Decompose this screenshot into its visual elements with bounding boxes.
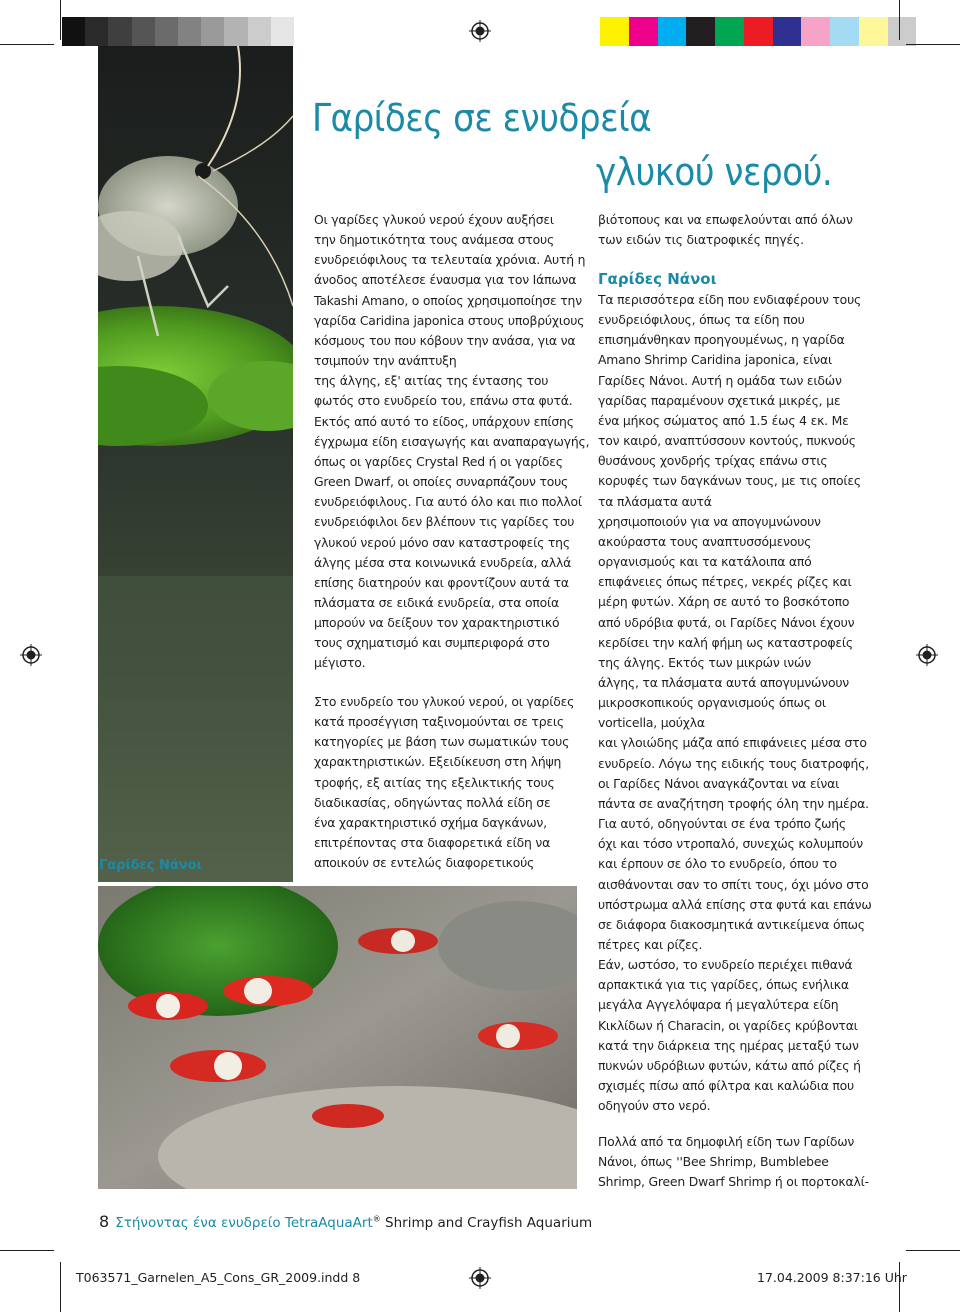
- crop-mark: [0, 1250, 54, 1251]
- color-swatch: [600, 17, 629, 46]
- section-heading: Γαρίδες Νάνοι: [598, 270, 717, 288]
- color-swatch: [916, 17, 945, 46]
- registration-mark-icon: [916, 644, 938, 666]
- grey-step-swatch: [248, 17, 271, 46]
- footer-product: Shrimp and Crayfish Aquarium: [380, 1215, 593, 1231]
- right-column-intro: βιότοπους και να επωφελούνται από όλων των ειδών τις διατροφικές πηγές.: [598, 212, 853, 248]
- color-swatch: [888, 17, 917, 46]
- crop-mark: [906, 44, 960, 45]
- registered-mark: ®: [372, 1214, 381, 1224]
- crop-mark: [60, 0, 61, 40]
- crop-mark: [60, 1262, 61, 1312]
- registration-mark-icon: [469, 1267, 491, 1289]
- slug-filename: T063571_Garnelen_A5_Cons_GR_2009.indd 8: [76, 1270, 361, 1285]
- page-title-line-1: Γαρίδες σε ενυδρεία: [312, 96, 652, 140]
- photo-caption: Γαρίδες Νάνοι: [99, 858, 202, 873]
- crop-mark: [906, 1250, 960, 1251]
- grey-step-swatch: [85, 17, 108, 46]
- color-control-bar: [600, 17, 945, 46]
- right-column-closing: Πολλά από τα δημοφιλή είδη των Γαρίδων Νάνοι, όπως ''Bee Shrimp, Bumblebee Shrimp, Green Dwarf Shrimp ή οι πορτοκαλί-: [598, 1134, 869, 1190]
- slug-datetime: 17.04.2009 8:37:16 Uhr: [757, 1270, 907, 1285]
- color-swatch: [744, 17, 773, 46]
- color-swatch: [801, 17, 830, 46]
- grey-step-swatch: [201, 17, 224, 46]
- registration-mark-icon: [20, 644, 42, 666]
- page-footer: [99, 1212, 592, 1231]
- left-column-paragraph-2: Στο ενυδρείο του γλυκού νερού, οι γαρίδες κατά προσέγγιση ταξινομούνται σε τρεις κατηγορίες με βάση των σωματικών τους χαρακτηριστικών. Εξειδίκευση στη λήψη τροφής, εξ αιτίας της εξελικτικής τους διαδικασίας, οδηγώντας πολλά είδη σε ένα χαρακτηριστικό σχήμα δαγκάνων, επιτρέποντας στα διαφορετικά είδη να αποικούν σε εντελώς διαφορετικούς: [314, 694, 575, 871]
- color-swatch: [859, 17, 888, 46]
- grey-step-bar: [62, 17, 294, 46]
- grey-step-swatch: [178, 17, 201, 46]
- color-swatch: [658, 17, 687, 46]
- grey-step-swatch: [224, 17, 247, 46]
- amano-shrimp-photo: [98, 46, 293, 882]
- left-column-paragraph-1: Οι γαρίδες γλυκού νερού έχουν αυξήσει την δημοτικότητα τους ανάμεσα στους ενυδρειόφιλους τα τελευταία χρόνια. Αυτή η άνοδος αποτέλεσε έναυσμα για τον Ιάπωνα Takashi Amano, ο οποίος χρησιμοποίησε την γαρίδα Caridina japonica στους υποβρύχιους κόσμους του που κόβουν την ανάσα, για να τσιμπούν την ανάπτυξη της άλγης, εξ' αιτίας της έντασης του φωτός στο ενυδρείο του, επάνω στα φυτά. Εκτός από αυτό το είδος, υπάρχουν επίσης έγχρωμα είδη εισαγωγής και αναπαραγωγής, όπως οι γαρίδες Crystal Red ή οι γαρίδες Green Dwarf, οι οποίες συναρπάζουν τους ενυδρειόφιλους. Για αυτό όλο και πιο πολλοί ενυδρειόφιλοι δεν βλέπουν τις γαρίδες του γλυκού νερού μόνο σαν καταστροφείς της άλγης μέσα στα κοινωνικά ενυδρεία, αλλά επίσης διατηρούν και φροντίζουν αυτά τα πλάσματα σε ειδικά ενυδρεία, στα οποία μπορούν να δείξουν τον χαρακτηριστικό τους σχηματισμό και συμπεριφορά στο μέγιστο.: [314, 212, 590, 671]
- crystal-red-shrimp-photo: [98, 886, 577, 1189]
- grey-step-swatch: [108, 17, 131, 46]
- grey-step-swatch: [155, 17, 178, 46]
- footer-text: Στήνοντας ένα ενυδρείο TetraAquaArt: [115, 1215, 373, 1231]
- crop-mark: [899, 0, 900, 40]
- page-title-line-2: γλυκού νερού.: [596, 150, 833, 194]
- color-swatch: [830, 17, 859, 46]
- color-swatch: [629, 17, 658, 46]
- grey-step-swatch: [271, 17, 294, 46]
- page-number: 8: [99, 1212, 110, 1231]
- color-swatch: [715, 17, 744, 46]
- crop-mark: [0, 44, 54, 45]
- color-swatch: [773, 17, 802, 46]
- grey-step-swatch: [62, 17, 85, 46]
- color-swatch: [686, 17, 715, 46]
- registration-mark-icon: [469, 20, 491, 42]
- grey-step-swatch: [132, 17, 155, 46]
- right-column-body: Τα περισσότερα είδη που ενδιαφέρουν τους ενυδρειόφιλους, όπως τα είδη που επισημάνθηκαν προηγουμένως, η γαρίδα Amano Shrimp Caridina japonica, είναι Γαρίδες Νάνοι. Αυτή η ομάδα των ειδών γαρίδας παραμένουν σχετικά μικρές, με ένα μήκος σώματος από 1.5 έως 4 εκ. Με τον καιρό, αναπτύσσουν κοντούς, πυκνούς θυσάνους χονδρής τρίχας επάνω στις κορυφές των δαγκάνων τους, με τις οποίες τα πλάσματα αυτά χρησιμοποιούν για να απογυμνώνουν ακούραστα τους αναπτυσσόμενους οργανισμούς και τα κατάλοιπα από επιφάνειες όπως πέτρες, νεκρές ρίζες και μέρη φυτών. Χάρη σε αυτό το βοσκότοπο από υδρόβια φυτά, οι Γαρίδες Νάνοι έχουν κερδίσει την καλή φήμη ως καταστροφείς της άλγης. Εκτός των μικρών ινών άλγης, τα πλάσματα αυτά απογυμνώνουν μικροσκοπικούς οργανισμούς όπως οι vorticella, μούχλα και γλοιώδης μάζα από επιφάνειες μέσα στο ενυδρείο. Λόγω της ειδικής τους διατροφής, οι Γαρίδες Νάνοι αναγκάζονται να είναι πάντα σε αναζήτηση τροφής όλη την ημέρα. Για αυτό, οδηγούνται σε ένα τρόπο ζωής όχι και τόσο ντροπαλό, συνεχώς κολυμπούν και έρπουν σε όλο το ενυδρείο, όπου το αισθάνονται σαν το σπίτι τους, όχι μόνο στο υπόστρωμα αλλά επίσης στα φυτά και επάνω σε διάφορα διακοσμητικά αντικείμενα όπως πέτρες και ρίζες. Εάν, ωστόσο, το ενυδρείο περιέχει πιθανά αρπακτικά για τις γαρίδες, όπως ενήλικα μεγάλα Αγγελόψαρα ή μεγαλύτερα είδη Κικλίδων ή Characin, οι γαρίδες κρύβονται κατά την διάρκεια της ημέρας μεταξύ των πυκνών υδρόβιων φυτών, κάτω από ρίζες ή σχισμές πίσω από φίλτρα και καλώδια που οδηγούν στο νερό.: [598, 292, 872, 1114]
